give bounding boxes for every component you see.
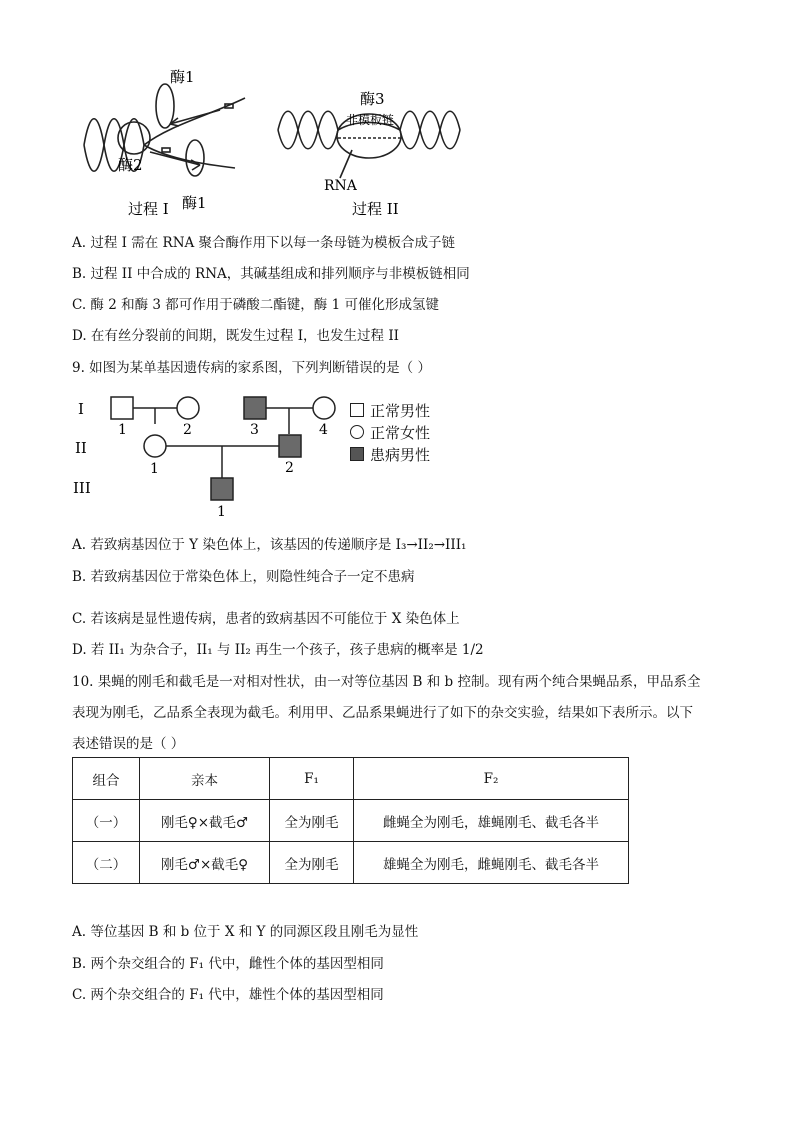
circle-icon [350, 425, 364, 439]
pedigree-III1-number: 1 [217, 504, 226, 520]
replication-transcription-figure [70, 60, 490, 225]
q10-option-b: B. 两个杂交组合的 F₁ 代中，雌性个体的基因型相同 [72, 956, 384, 972]
table-row [73, 800, 629, 842]
table-header-cell: F₂ [354, 758, 629, 800]
pedigree-II2-number: 2 [285, 460, 294, 476]
process-1-diagram [84, 84, 245, 176]
non-template-strand-label: 非模板链 [346, 113, 395, 127]
pedigree-I1-normal-male [111, 397, 133, 419]
enzyme3-label: 酶3 [360, 90, 385, 108]
q8-option-c: C. 酶 2 和酶 3 都可作用于磷酸二酯键，酶 1 可催化形成氢键 [72, 297, 439, 313]
rna-label: RNA [324, 178, 357, 194]
table-cell: 全为刚毛 [270, 800, 354, 842]
generation-label-II: II [75, 439, 87, 457]
pedigree-I3-number: 3 [250, 422, 259, 438]
cross-results-table [72, 757, 629, 884]
table-cell: 刚毛♀×截毛♂ [140, 800, 270, 842]
table-cell: 雄蝇全为刚毛，雌蝇刚毛、截毛各半 [354, 842, 629, 884]
pedigree-I2-number: 2 [183, 422, 192, 438]
table-header-cell: 组合 [73, 758, 140, 800]
q9-option-b: B. 若致病基因位于常染色体上，则隐性纯合子一定不患病 [72, 569, 415, 585]
filled-square-icon [350, 447, 364, 461]
q10-option-c: C. 两个杂交组合的 F₁ 代中，雄性个体的基因型相同 [72, 987, 384, 1003]
q10-option-a: A. 等位基因 B 和 b 位于 X 和 Y 的同源区段且刚毛为显性 [72, 924, 419, 940]
table-header-cell: F₁ [270, 758, 354, 800]
q10-stem-line2: 表现为刚毛，乙品系全表现为截毛。利用甲、乙品系果蝇进行了如下的杂交实验，结果如下表所示。以下 [72, 705, 693, 721]
table-cell: （一） [73, 800, 140, 842]
process1-caption: 过程 I [128, 200, 169, 218]
table-cell: （二） [73, 842, 140, 884]
q10-stem-line3: 表述错误的是（ ） [72, 736, 185, 752]
pedigree-II2-affected-male [279, 435, 301, 457]
table-row [73, 842, 629, 884]
legend-normal-male-label: 正常男性 [370, 402, 431, 420]
generation-label-III: III [73, 479, 91, 497]
pedigree-III1-affected-male [211, 478, 233, 500]
table-cell: 全为刚毛 [270, 842, 354, 884]
pedigree-I4-normal-female [313, 397, 335, 419]
legend-normal-female [350, 422, 430, 444]
q8-option-d: D. 在有丝分裂前的间期，既发生过程 I，也发生过程 II [72, 328, 400, 344]
legend-affected-male-label: 患病男性 [370, 446, 431, 464]
table-header-row [73, 758, 629, 800]
pedigree-II1-number: 1 [150, 461, 159, 477]
pedigree-II1-normal-female [144, 435, 166, 457]
pedigree-chart [70, 390, 350, 525]
legend-normal-female-label: 正常女性 [370, 424, 431, 442]
pedigree-I3-affected-male [244, 397, 266, 419]
table-cell: 刚毛♂×截毛♀ [140, 842, 270, 884]
pedigree-I2-normal-female [177, 397, 199, 419]
q9-option-d: D. 若 II₁ 为杂合子，II₁ 与 II₂ 再生一个孩子，孩子患病的概率是 1/2 [72, 642, 484, 658]
q9-option-c: C. 若该病是显性遗传病，患者的致病基因不可能位于 X 染色体上 [72, 611, 460, 627]
enzyme2-label: 酶2 [118, 156, 143, 174]
pedigree-I4-number: 4 [319, 422, 328, 438]
q8-option-a: A. 过程 I 需在 RNA 聚合酶作用下以每一条母链为模板合成子链 [72, 235, 456, 251]
table-cell: 雌蝇全为刚毛，雄蝇刚毛、截毛各半 [354, 800, 629, 842]
square-icon [350, 403, 364, 417]
pedigree-legend [350, 400, 430, 466]
process2-caption: 过程 II [352, 200, 399, 218]
q10-stem-line1: 10. 果蝇的刚毛和截毛是一对相对性状，由一对等位基因 B 和 b 控制。现有两个纯合果蝇品系，甲品系全 [72, 674, 701, 690]
table-header-cell: 亲本 [140, 758, 270, 800]
q9-stem: 9. 如图为某单基因遗传病的家系图，下列判断错误的是（ ） [72, 360, 431, 376]
enzyme1-top-label: 酶1 [170, 68, 195, 86]
legend-affected-male [350, 444, 430, 466]
enzyme1-bottom-label: 酶1 [182, 194, 207, 212]
legend-normal-male [350, 400, 430, 422]
q8-option-b: B. 过程 II 中合成的 RNA，其碱基组成和排列顺序与非模板链相同 [72, 266, 470, 282]
q9-option-a: A. 若致病基因位于 Y 染色体上，该基因的传递顺序是 I₃→II₂→III₁ [72, 537, 467, 553]
generation-label-I: I [78, 400, 84, 418]
pedigree-I1-number: 1 [118, 422, 127, 438]
